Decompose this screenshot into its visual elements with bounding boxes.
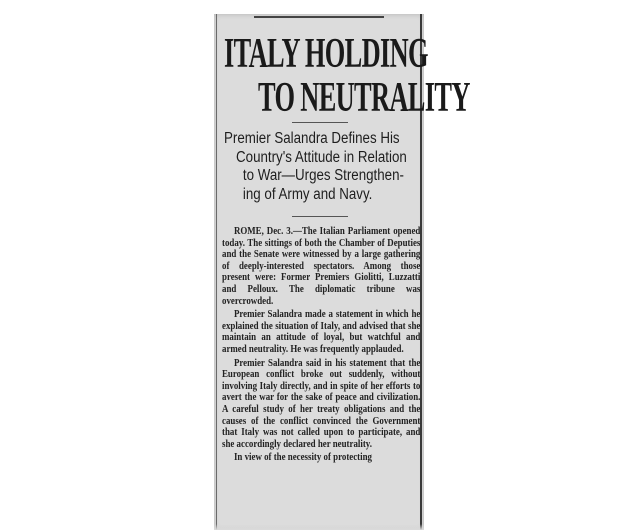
deck-line-2: Country's Attitude in Relation <box>236 148 407 166</box>
column-rule-left <box>216 14 217 530</box>
body-paragraph: In view of the necessity of protecting <box>233 452 372 464</box>
subheadline-deck <box>224 130 407 204</box>
headline-line-2: TO NEUTRALITY <box>258 73 470 121</box>
body-paragraph: Premier Salandra said in his statement that the European conflict broke out suddenly, without involving Italy directly, and in spite of her efforts to avert the war for the sake of peace and civilization. A careful study of her treaty obligations and the causes of the conflict convinced the Government that Italy was not called upon to participate, and she accordingly declared her neutrality. <box>222 357 421 450</box>
top-rule <box>254 16 384 18</box>
clipping-bottom-edge <box>214 524 424 530</box>
deck-line-3: to War—Urges Strengthen- <box>242 167 404 184</box>
newspaper-clipping <box>214 14 470 530</box>
deck-line-4: ing of Army and Navy. <box>242 185 373 203</box>
article-body <box>222 226 420 466</box>
headline-line-1: ITALY HOLDING <box>224 29 428 77</box>
body-paragraph: Premier Salandra made a statement in which he explained the situation of Italy, and advised that she maintain an attitude of loyal, but watchful and armed neutrality. He was frequently applauded. <box>222 309 421 355</box>
headline-separator <box>292 122 348 123</box>
deck-line-1: Premier Salandra Defines His <box>224 130 400 147</box>
body-paragraph: ROME, Dec. 3.—The Italian Parliament opened today. The sittings of both the Chamber of Deputies and the Senate were witnessed by a large gathering of deeply-interested spectators. Among those present were: Former Premiers Giolitti, Luzzatti and Pelloux. The diplomatic tribune was overcrowded. <box>222 226 421 307</box>
deck-separator <box>292 216 348 217</box>
